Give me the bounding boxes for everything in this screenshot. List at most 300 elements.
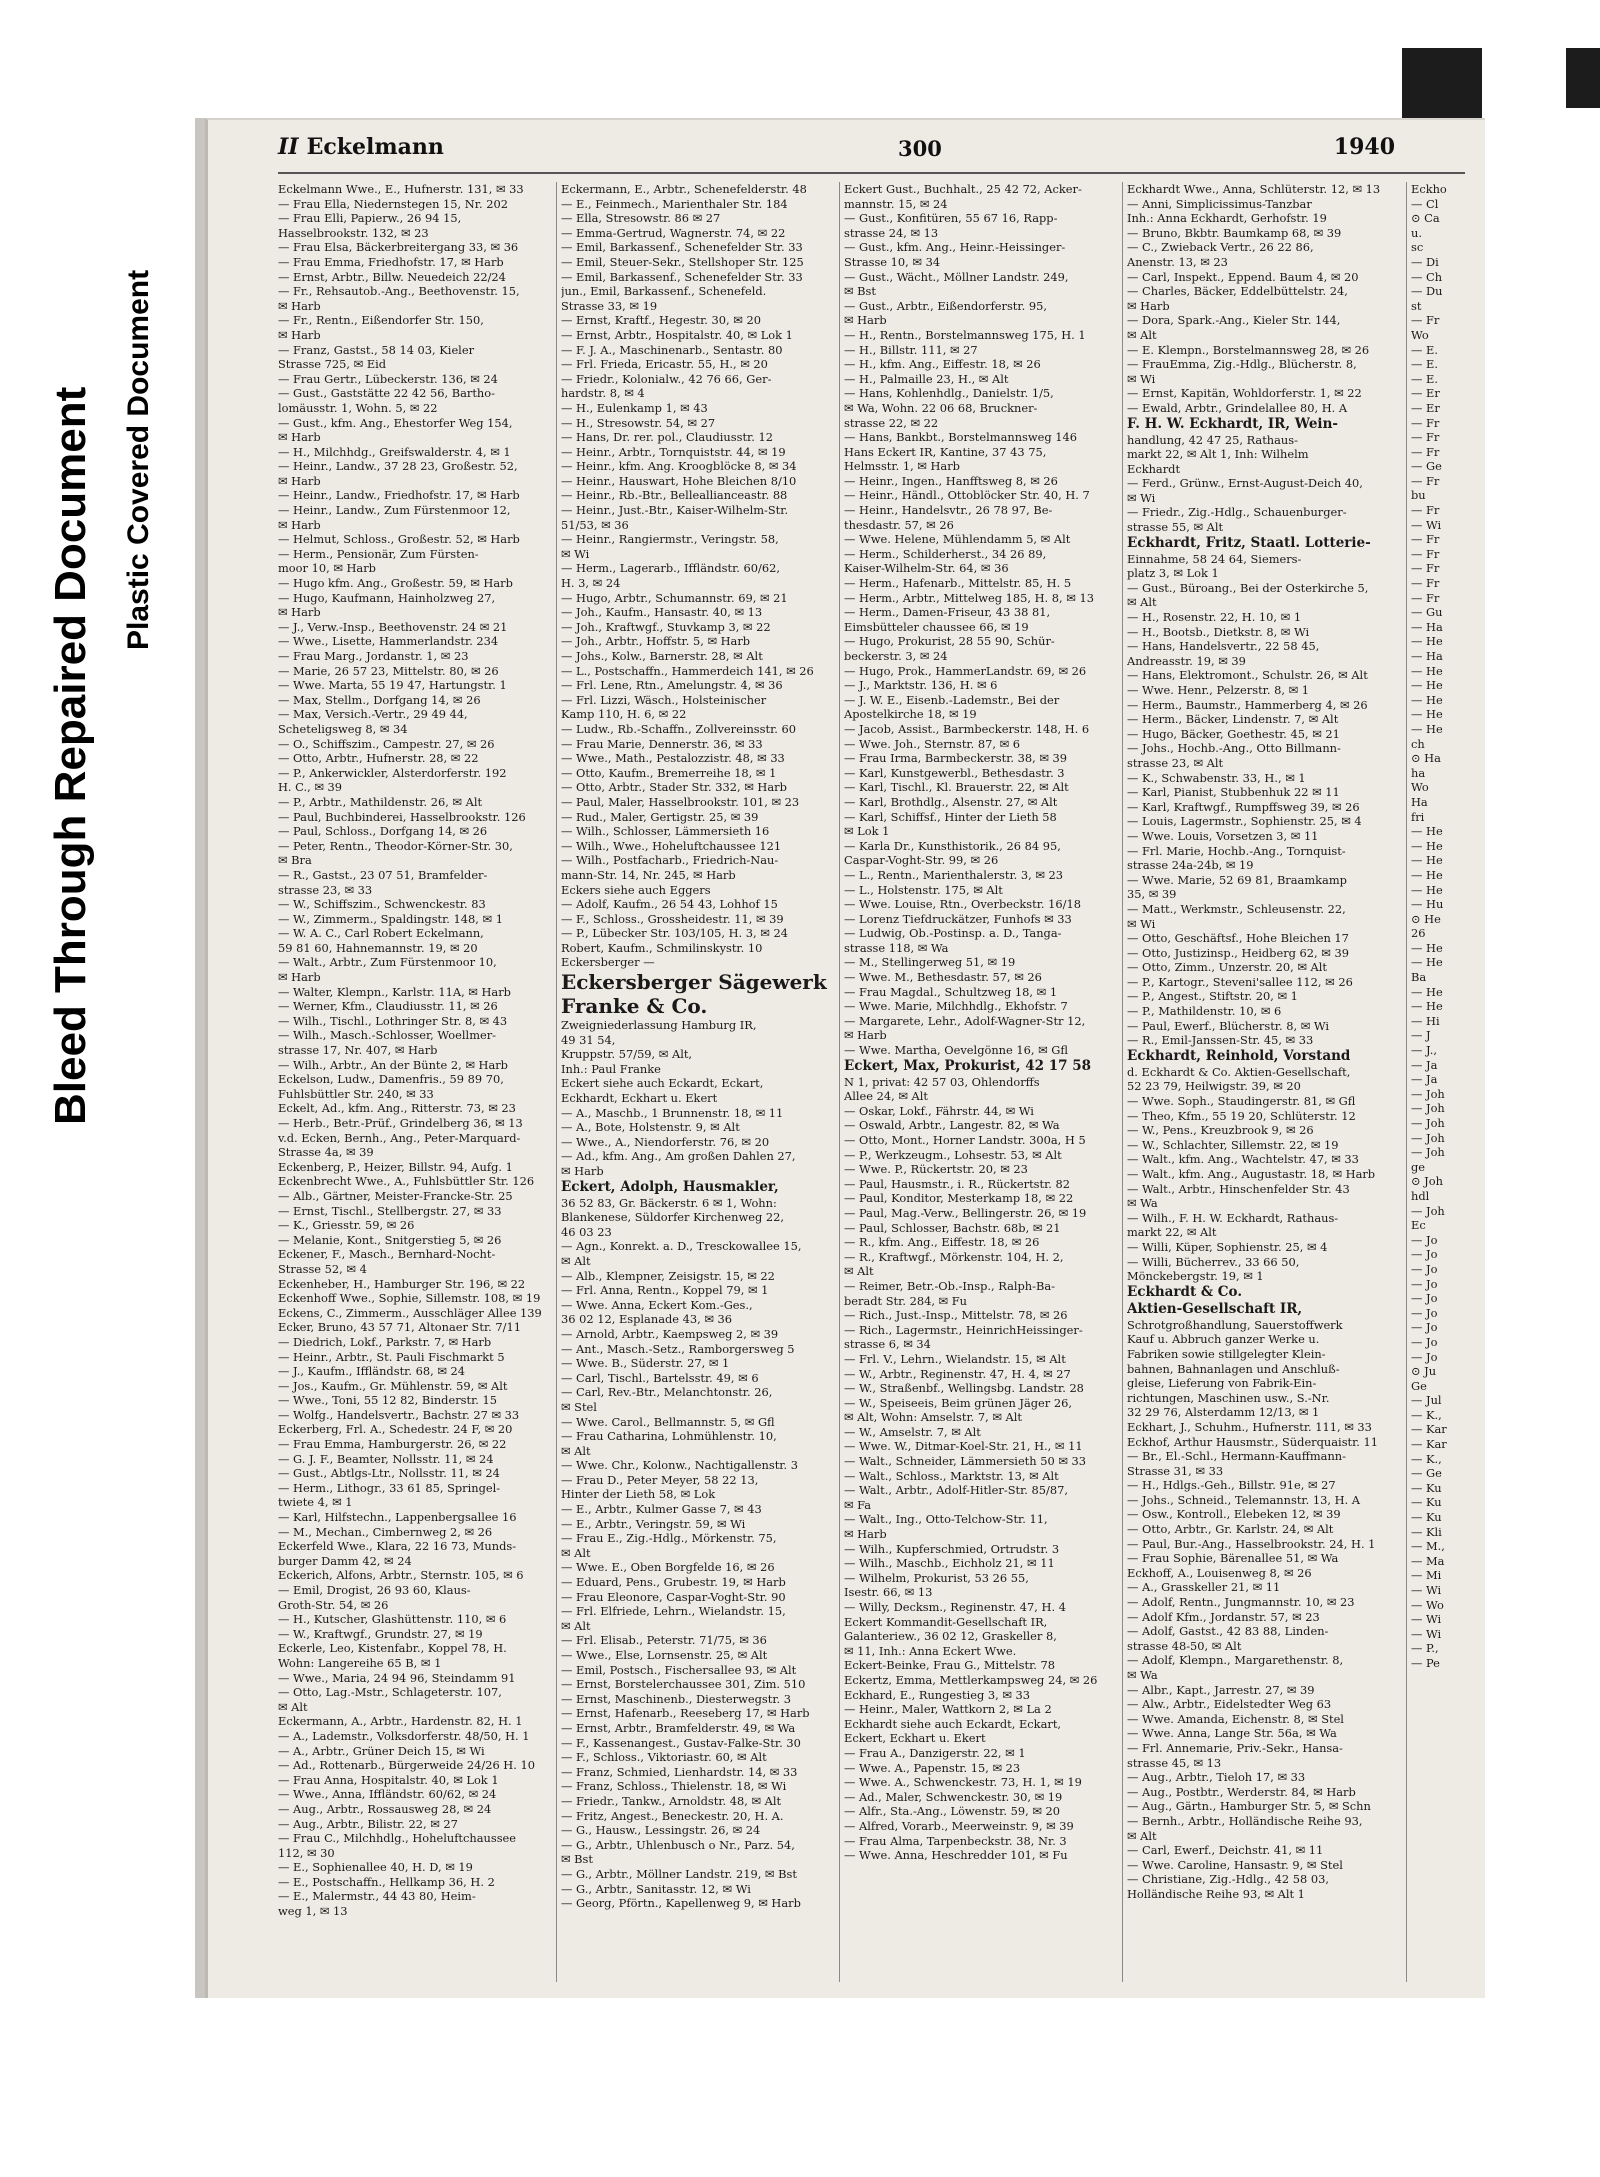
directory-entry-line: — Willy, Decksm., Reginenstr. 47, H. 4	[844, 1600, 1066, 1614]
directory-entry-line: — H., Stresowstr. 54, ✉ 27	[561, 415, 716, 430]
directory-entry-line: — E., Feinmech., Marienthaler Str. 184	[561, 196, 788, 211]
directory-entry-line: moor 10, ✉ Harb	[278, 561, 376, 576]
directory-entry-line: — Joh	[1411, 1101, 1445, 1116]
directory-entry-line: — Hi	[1411, 1013, 1440, 1028]
directory-entry-line: — Adolf, Rentn., Jungmannstr. 10, ✉ 23	[1127, 1595, 1355, 1610]
directory-entry-line: — Ku	[1411, 1480, 1442, 1495]
directory-entry-line: — Friedr., Zig.-Hdlg., Schauenburger-	[1127, 505, 1347, 520]
directory-entry-line: — H., Hdlgs.-Geh., Billstr. 91e, ✉ 27	[1127, 1478, 1336, 1493]
directory-entry-line: — H., Rosenstr. 22, H. 10, ✉ 1	[1127, 610, 1302, 625]
directory-entry-line: jun., Emil, Barkassenf., Schenefeld.	[561, 284, 767, 299]
directory-entry-line: — H., Bootsb., Dietkstr. 8, ✉ Wi	[1127, 624, 1310, 639]
directory-entry-line: — Wwe. P., Rückertstr. 20, ✉ 23	[844, 1162, 1028, 1177]
directory-entry-line: — Carl, Ewerf., Deichstr. 41, ✉ 11	[1127, 1843, 1324, 1858]
directory-entry-line: — A., Grasskeller 21, ✉ 11	[1127, 1580, 1281, 1595]
directory-entry-line: — Theo, Kfm., 55 19 20, Schlüterstr. 12	[1127, 1108, 1356, 1123]
directory-entry-line: fri	[1411, 809, 1425, 824]
directory-entry-line: Inh.: Paul Franke	[561, 1061, 661, 1076]
directory-entry-line: 32 29 76, Alsterdamm 12/13, ✉ 1	[1127, 1405, 1320, 1420]
directory-entry-line: Strasse 31, ✉ 33	[1127, 1463, 1224, 1478]
directory-entry-line: Eimsbütteler chaussee 66, ✉ 19	[844, 619, 1029, 634]
directory-entry-line: — Hans, Elektromont., Schulstr. 26, ✉ Alt	[1127, 668, 1368, 683]
directory-entry-line: — Fr	[1411, 503, 1440, 518]
directory-entry-line: strasse 55, ✉ Alt	[1127, 520, 1224, 535]
directory-entry-line: — Franz, Gastst., 58 14 03, Kieler	[278, 342, 475, 357]
directory-entry-line: — Wwe. Helene, Mühlendamm 5, ✉ Alt	[844, 532, 1071, 547]
directory-entry-line: — He	[1411, 663, 1443, 678]
directory-entry-line: — Wwe. Joh., Sternstr. 87, ✉ 6	[844, 736, 1020, 751]
directory-entry-line: ✉ Wa, Wohn. 22 06 68, Bruckner-	[844, 400, 1038, 415]
directory-entry-line: — Max, Versich.-Vertr., 29 49 44,	[278, 707, 468, 722]
directory-entry-line: Wo	[1411, 327, 1429, 342]
directory-entry-line: — Wwe. Anna, Lange Str. 56a, ✉ Wa	[1127, 1726, 1337, 1741]
directory-entry-line: H. 3, ✉ 24	[561, 576, 621, 591]
directory-entry-line: — Hugo kfm. Ang., Großestr. 59, ✉ Harb	[278, 576, 513, 591]
directory-entry-line: — Ku	[1411, 1510, 1442, 1525]
directory-entry-line: bu	[1411, 488, 1426, 503]
directory-entry-line: Fuhlsbüttler Str. 240, ✉ 33	[278, 1086, 434, 1101]
directory-entry-line: — Hans, Kohlenhdlg., Danielstr. 1/5,	[844, 386, 1054, 401]
directory-entry-line: — Frl. Elfriede, Lehrn., Wielandstr. 15,	[561, 1604, 786, 1619]
directory-entry-line: — F. J. A., Maschinenarb., Sentastr. 80	[561, 342, 783, 357]
directory-entry-line: — Wilh., Tischl., Lothringer Str. 8, ✉ 43	[278, 1013, 508, 1028]
directory-entry-line: Eckermann, A., Arbtr., Hardenstr. 82, H. 1	[278, 1714, 523, 1729]
directory-entry-line: — J	[1411, 1028, 1431, 1043]
directory-entry-line: 59 81 60, Hahnemannstr. 19, ✉ 20	[278, 940, 478, 955]
directory-entry-line: — Ferd., Grünw., Ernst-August-Deich 40,	[1127, 476, 1363, 491]
directory-entry-line: Groth-Str. 54, ✉ 26	[278, 1597, 389, 1612]
directory-entry-line: — Willi, Bücherrev., 33 66 50,	[1127, 1254, 1300, 1269]
directory-entry-line: 35, ✉ 39	[1127, 887, 1177, 902]
directory-entry-line: Eckert Kommandit-Gesellschaft IR,	[844, 1614, 1048, 1629]
directory-entry-line: — O., Schiffszim., Campestr. 27, ✉ 26	[278, 736, 495, 751]
directory-entry-line: — Ad., kfm. Ang., Am großen Dahlen 27,	[561, 1149, 796, 1164]
directory-entry-line: Eckert, Adolph, Hausmakler,	[561, 1178, 779, 1195]
directory-entry-line: — P., Angest., Stiftstr. 20, ✉ 1	[1127, 989, 1298, 1004]
column-4	[1127, 182, 1399, 1982]
side-label-strip	[0, 0, 205, 2177]
directory-entry-line: — Wwe. Carol., Bellmannstr. 5, ✉ Gfl	[561, 1414, 775, 1429]
directory-entry-line: — Fr	[1411, 313, 1440, 328]
directory-page	[205, 118, 1485, 1998]
directory-entry-line: Ecker, Bruno, 43 57 71, Altonaer Str. 7/11	[278, 1320, 521, 1335]
directory-entry-line: Eckener, F., Masch., Bernhard-Nocht-	[278, 1247, 496, 1262]
directory-entry-line: — Ha	[1411, 619, 1443, 634]
directory-entry-line: Eckhof, Arthur Hausmstr., Süderquaistr. 11	[1127, 1434, 1379, 1449]
directory-entry-line: — K.,	[1411, 1451, 1442, 1466]
directory-entry-line: — Emil, Drogist, 26 93 60, Klaus-	[278, 1583, 471, 1597]
directory-entry-line: — He	[1411, 999, 1443, 1014]
directory-entry-line: — Ma	[1411, 1553, 1445, 1568]
directory-entry-line: ✉ Alt	[561, 1253, 591, 1268]
directory-entry-line: — Wilh., Schlosser, Lämmersieth 16	[561, 824, 770, 839]
directory-entry-line: ✉ Wa	[1127, 1196, 1158, 1211]
directory-entry-line: — Frau Marie, Dennerstr. 36, ✉ 33	[561, 736, 763, 751]
directory-entry-line: Eckersberger —	[561, 955, 655, 970]
directory-entry-line: ✉ Harb	[561, 1164, 604, 1178]
directory-entry-line: — Karl, Pianist, Stubbenhuk 22 ✉ 11	[1127, 785, 1340, 800]
directory-entry-line: strasse 23, ✉ Alt	[1127, 755, 1224, 770]
scan-edge-right-2	[1566, 48, 1600, 108]
directory-entry-line: — L., Postschaffn., Hammerdeich 141, ✉ 26	[561, 663, 814, 678]
directory-entry-line: — Wwe. Louis, Vorsetzen 3, ✉ 11	[1127, 828, 1319, 843]
directory-entry-line: Strasse 33, ✉ 19	[561, 298, 658, 313]
directory-entry-line: — Di	[1411, 254, 1439, 269]
directory-entry-line: — Jo	[1411, 1261, 1438, 1276]
directory-entry-line: — Alw., Arbtr., Eidelstedter Weg 63	[1127, 1697, 1332, 1712]
directory-entry-line: — Otto, Mont., Horner Landstr. 300a, H 5	[844, 1133, 1086, 1147]
directory-entry-line: — Paul, Schloss., Dorfgang 14, ✉ 26	[278, 824, 488, 839]
directory-entry-line: — Frau Alma, Tarpenbeckstr. 38, Nr. 3	[844, 1833, 1067, 1848]
directory-entry-line: — Fr., Rentn., Eißendorfer Str. 150,	[278, 313, 484, 328]
directory-entry-line: — Wwe. Amanda, Eichenstr. 8, ✉ Stel	[1127, 1711, 1344, 1726]
page-header	[278, 134, 1465, 172]
directory-entry-line: Eckerle, Leo, Kistenfabr., Koppel 78, H.	[278, 1641, 507, 1656]
directory-entry-line: — FrauEmma, Zig.-Hdlg., Blücherstr. 8,	[1127, 357, 1357, 372]
directory-entry-line: — Wwe. Marie, Milchhdlg., Ekhofstr. 7	[844, 999, 1068, 1014]
directory-entry-line: Eckhardt	[1127, 461, 1181, 476]
directory-entry-line: — Aug., Postbtr., Werderstr. 84, ✉ Harb	[1127, 1784, 1356, 1799]
directory-entry-line: — Jo	[1411, 1349, 1438, 1364]
directory-entry-line: — Ernst, Tischl., Stellbergstr. 27, ✉ 33	[278, 1203, 502, 1218]
directory-entry-line: — Frl. Annemarie, Priv.-Sekr., Hansa-	[1127, 1740, 1343, 1755]
directory-entry-line: — K.,	[1411, 1407, 1442, 1422]
directory-entry-line: Robert, Kaufm., Schmilinskystr. 10	[561, 940, 763, 955]
directory-entry-line: F. H. W. Eckhardt, IR, Wein-	[1127, 415, 1338, 432]
directory-entry-line: ch	[1411, 736, 1425, 751]
directory-entry-line: ✉ Harb	[844, 313, 887, 328]
directory-entry-line: — E. Klempn., Borstelmannsweg 28, ✉ 26	[1127, 342, 1370, 357]
directory-entry-line: — Adolf, Gastst., 42 83 88, Linden-	[1127, 1624, 1329, 1639]
bottom-margin	[0, 2000, 1600, 2177]
directory-entry-line: markt 22, ✉ Alt	[1127, 1225, 1217, 1240]
directory-entry-line: — Walt., Schloss., Marktstr. 13, ✉ Alt	[844, 1468, 1059, 1483]
directory-entry-line: H. C., ✉ 39	[278, 780, 343, 795]
directory-entry-line: — Joh	[1411, 1086, 1445, 1101]
directory-entry-line: Wo	[1411, 780, 1429, 795]
scan-edge-right-1	[1402, 48, 1482, 126]
directory-entry-line: — Mi	[1411, 1568, 1442, 1583]
directory-entry-line: — Frl. Elisab., Peterstr. 71/75, ✉ 36	[561, 1633, 767, 1648]
directory-entry-line: — Agn., Konrekt. a. D., Tresckowallee 15,	[561, 1239, 802, 1254]
directory-entry-line: — Otto, Kaufm., Bremerreihe 18, ✉ 1	[561, 765, 777, 780]
directory-entry-line: — Ch	[1411, 269, 1443, 284]
directory-entry-line: — Walt., Arbtr., Zum Fürstenmoor 10,	[278, 955, 497, 970]
directory-entry-line: — E., Malermstr., 44 43 80, Heim-	[278, 1889, 476, 1904]
directory-entry-line: — Jo	[1411, 1334, 1438, 1349]
directory-entry-line: — Franz, Schmied, Lienhardstr. 14, ✉ 33	[561, 1764, 798, 1779]
directory-entry-line: — G., Arbtr., Möllner Landstr. 219, ✉ Bst	[561, 1866, 797, 1881]
directory-entry-line: — Hugo, Arbtr., Schumannstr. 69, ✉ 21	[561, 590, 788, 605]
directory-entry-line: d. Eckhardt & Co. Aktien-Gesellschaft,	[1127, 1064, 1351, 1079]
directory-entry-line: strasse 45, ✉ 13	[1127, 1755, 1222, 1770]
directory-entry-line: — Adolf, Klempn., Margarethenstr. 8,	[1127, 1653, 1344, 1668]
directory-entry-line: mann-Str. 14, Nr. 245, ✉ Harb	[561, 867, 736, 882]
directory-entry-line: — Hugo, Prokurist, 28 55 90, Schür-	[844, 634, 1055, 649]
directory-entry-line: strasse 17, Nr. 407, ✉ Harb	[278, 1043, 438, 1058]
directory-entry-line: ✉ Wi	[1127, 490, 1156, 505]
directory-entry-line: ⊙ Ca	[1411, 211, 1440, 226]
directory-entry-line: — Wwe. Henr., Pelzerstr. 8, ✉ 1	[1127, 683, 1309, 697]
directory-entry-line: — Otto, Arbtr., Gr. Karlstr. 24, ✉ Alt	[1127, 1522, 1334, 1537]
directory-entry-line: ge	[1411, 1159, 1426, 1174]
directory-entry-line: Strasse 4a, ✉ 39	[278, 1145, 374, 1160]
directory-entry-line: — W., Speiseeis, Beim grünen Jäger 26,	[844, 1395, 1072, 1410]
directory-entry-line: — Friedr., Kolonialw., 42 76 66, Ger-	[561, 371, 772, 386]
column-1	[278, 182, 550, 1982]
directory-entry-line: Eckhart, J., Schuhm., Hufnerstr. 111, ✉ 33	[1127, 1419, 1372, 1434]
top-margin	[0, 0, 1600, 50]
directory-entry-line: Eckelson, Ludw., Damenfris., 59 89 70,	[278, 1072, 504, 1087]
directory-entry-line: — Bruno, Bkbtr. Baumkamp 68, ✉ 39	[1127, 225, 1342, 240]
directory-entry-line: — A., Maschb., 1 Brunnenstr. 18, ✉ 11	[561, 1105, 784, 1120]
directory-entry-line: — Wwe. E., Oben Borgfelde 16, ✉ 26	[561, 1560, 775, 1575]
directory-entry-line: — Hans, Dr. rer. pol., Claudiusstr. 12	[561, 430, 773, 445]
directory-entry-line: ✉ Lok 1	[844, 824, 890, 839]
directory-entry-line: — E., Arbtr., Kulmer Gasse 7, ✉ 43	[561, 1502, 762, 1517]
directory-entry-line: Eckenberg, P., Heizer, Billstr. 94, Aufg. 1	[278, 1159, 513, 1174]
directory-entry-line: — Kli	[1411, 1524, 1442, 1539]
directory-entry-line: — Matt., Werkmstr., Schleusenstr. 22,	[1127, 901, 1346, 916]
directory-entry-line: — W. A. C., Carl Robert Eckelmann,	[278, 926, 484, 941]
directory-entry-line: — Ku	[1411, 1495, 1442, 1510]
directory-entry-line: ⊙ He	[1411, 911, 1441, 926]
directory-entry-line: — P., Kartogr., Steveni'sallee 112, ✉ 26	[1127, 974, 1353, 989]
directory-entry-line: — He	[1411, 853, 1443, 868]
directory-entry-line: — Wwe. Louise, Rtn., Overbeckstr. 16/18	[844, 897, 1081, 912]
directory-entry-line: — Paul, Hausmstr., i. R., Rückertstr. 82	[844, 1176, 1070, 1191]
directory-entry-line: Eckelmann Wwe., E., Hufnerstr. 131, ✉ 33	[278, 182, 524, 196]
directory-entry-line: — Walter, Klempn., Karlstr. 11A, ✉ Harb	[278, 984, 511, 999]
directory-entry-line: — Kar	[1411, 1437, 1447, 1452]
directory-entry-line: Eckermann, E., Arbtr., Schenefelderstr. 48	[561, 182, 807, 196]
directory-entry-line: Eckhoff, A., Louisenweg 8, ✉ 26	[1127, 1565, 1312, 1580]
directory-entry-line: ✉ Alt	[844, 1264, 874, 1279]
directory-entry-line: — He	[1411, 692, 1443, 707]
directory-entry-line: strasse 24, ✉ 13	[844, 225, 939, 240]
column-3	[844, 182, 1116, 1982]
directory-entry-line: — Wo	[1411, 1597, 1444, 1612]
directory-entry-line: — Wi	[1411, 1626, 1442, 1641]
directory-entry-line: — P., Mathildenstr. 10, ✉ 6	[1127, 1004, 1282, 1019]
directory-entry-line: ✉ Bra	[278, 853, 312, 868]
directory-entry-line: — Adolf Kfm., Jordanstr. 57, ✉ 23	[1127, 1609, 1320, 1624]
directory-entry-line: — W., Straßenbf., Wellingsbg. Landstr. 28	[844, 1381, 1084, 1396]
directory-entry-line: — Hans, Handelsvertr., 22 58 45,	[1127, 639, 1320, 654]
directory-entry-line: — Alb., Klempner, Zeisigstr. 15, ✉ 22	[561, 1268, 775, 1283]
directory-entry-line: — Diedrich, Lokf., Parkstr. 7, ✉ Harb	[278, 1334, 492, 1349]
directory-entry-line: — Heinr., Ingen., Hanfftsweg 8, ✉ 26	[844, 473, 1058, 488]
directory-entry-line: — Jul	[1411, 1393, 1442, 1408]
directory-entry-line: — He	[1411, 634, 1443, 649]
directory-entry-line: Eckens, C., Zimmerm., Ausschläger Allee 139	[278, 1305, 542, 1320]
directory-entry-line: — Hugo, Prok., HammerLandstr. 69, ✉ 26	[844, 663, 1087, 678]
directory-entry-line: — H., Kutscher, Glashüttenstr. 110, ✉ 6	[278, 1612, 507, 1627]
directory-entry-line: Kaiser-Wilhelm-Str. 64, ✉ 36	[844, 561, 1009, 576]
directory-entry-line: — Du	[1411, 284, 1443, 299]
directory-entry-line: N 1, privat: 42 57 03, Ohlendorffs	[844, 1074, 1040, 1089]
directory-entry-line: — Paul, Bur.-Ang., Hasselbrookstr. 24, H. 1	[1127, 1536, 1376, 1551]
directory-entry-line: ✉ Fa	[844, 1497, 872, 1512]
directory-entry-line: ✉ Stel	[561, 1399, 597, 1414]
directory-entry-line: — Frau Magdal., Schultzweg 18, ✉ 1	[844, 984, 1058, 999]
directory-entry-line: — Gust., Abtlgs-Ltr., Nollsstr. 11, ✉ 24	[278, 1466, 500, 1481]
directory-entry-line: — Joh	[1411, 1203, 1445, 1218]
directory-entry-line: Eckert siehe auch Eckardt, Eckart,	[561, 1076, 764, 1091]
directory-entry-line: strasse 22, ✉ 22	[844, 415, 939, 430]
directory-entry-line: — Emma-Gertrud, Wagnerstr. 74, ✉ 22	[561, 225, 786, 240]
directory-entry-line: — Wwe. Martha, Oevelgönne 16, ✉ Gfl	[844, 1043, 1068, 1058]
directory-entry-line: — Pe	[1411, 1655, 1440, 1670]
directory-entry-line: — Joh., Arbtr., Hoffstr. 5, ✉ Harb	[561, 634, 751, 649]
directory-entry-line: — Joh	[1411, 1130, 1445, 1145]
directory-entry-line: — Emil, Barkassenf., Schenefelder Str. 33	[561, 269, 803, 284]
directory-entry-line: — Walt., Schneider, Lämmersieth 50 ✉ 33	[844, 1454, 1086, 1469]
directory-entry-line: — Paul, Schlosser, Bachstr. 68b, ✉ 21	[844, 1220, 1061, 1235]
directory-entry-line: — Wwe., Anna, Iffländstr. 60/62, ✉ 24	[278, 1787, 497, 1802]
directory-entry-line: — Fr	[1411, 430, 1440, 445]
directory-entry-line: — Wilh., Arbtr., An der Bünte 2, ✉ Harb	[278, 1057, 508, 1072]
directory-entry-line: — Ernst, Hafenarb., Reeseberg 17, ✉ Harb	[561, 1706, 810, 1721]
directory-entry-line: Ge	[1411, 1378, 1427, 1393]
directory-entry-line: Eckhard, E., Rungestieg 3, ✉ 33	[844, 1687, 1031, 1702]
directory-entry-line: — Otto, Arbtr., Stader Str. 332, ✉ Harb	[561, 780, 787, 795]
directory-entry-line: — Ludwig, Ob.-Postinsp. a. D., Tanga-	[844, 926, 1062, 941]
directory-entry-line: — Frau E., Zig.-Hdlg., Mörkenstr. 75,	[561, 1531, 777, 1546]
directory-entry-line: mannstr. 15, ✉ 24	[844, 196, 948, 211]
directory-entry-line: — Anni, Simplicissimus-Tanzbar	[1127, 196, 1312, 211]
directory-entry-line: Eckers siehe auch Eggers	[561, 882, 711, 897]
directory-entry-line: — Gust., Büroang., Bei der Osterkirche 5,	[1127, 580, 1369, 595]
directory-entry-line: — Herm., Pensionär, Zum Fürsten-	[278, 546, 479, 561]
directory-entry-line: Eckhardt, Fritz, Staatl. Lotterie-	[1127, 534, 1371, 551]
directory-entry-line: 26	[1411, 926, 1426, 941]
directory-entry-line: — E., Sophienallee 40, H. D, ✉ 19	[278, 1860, 473, 1875]
directory-entry-line: — Jo	[1411, 1320, 1438, 1335]
directory-entry-line: — A., Lademstr., Volksdorferstr. 48/50, H. 1	[278, 1728, 530, 1743]
directory-entry-line: — Jos., Kaufm., Gr. Mühlenstr. 59, ✉ Alt	[278, 1378, 508, 1393]
directory-entry-line: markt 22, ✉ Alt 1, Inh: Wilhelm	[1127, 447, 1309, 462]
directory-entry-line: Eckert, Max, Prokurist, 42 17 58	[844, 1057, 1092, 1074]
directory-entry-line: — G. J. F., Beamter, Nollsstr. 11, ✉ 24	[278, 1451, 494, 1466]
directory-entry-line: — Paul, Buchbinderei, Hasselbrookstr. 126	[278, 809, 526, 824]
directory-entry-line: — Wwe., Maria, 24 94 96, Steindamm 91	[278, 1670, 516, 1685]
directory-entry-line: — Walt., kfm. Ang., Wachtelstr. 47, ✉ 33	[1127, 1152, 1359, 1167]
directory-entry-line: — Frau C., Milchhdlg., Hoheluftchaussee	[278, 1831, 517, 1846]
directory-entry-line: — Otto, Justizinsp., Heidberg 62, ✉ 39	[1127, 945, 1349, 960]
directory-entry-line: — Cl	[1411, 196, 1439, 211]
directory-entry-line: ⊙ Ju	[1411, 1364, 1437, 1379]
directory-entry-line: — Walt., kfm. Ang., Augustastr. 18, ✉ Harb	[1127, 1167, 1376, 1181]
directory-entry-line: — Georg, Pförtn., Kapellenweg 9, ✉ Harb	[561, 1896, 801, 1911]
directory-entry-line: — Rud., Maler, Gertigstr. 25, ✉ 39	[561, 809, 759, 824]
directory-entry-line: beckerstr. 3, ✉ 24	[844, 649, 948, 663]
directory-entry-line: — Jo	[1411, 1305, 1438, 1320]
directory-entry-line: — Ernst, Arbtr., Bramfelderstr. 49, ✉ Wa	[561, 1720, 796, 1735]
directory-entry-line: strasse 24a-24b, ✉ 19	[1127, 858, 1254, 873]
directory-entry-line: ✉ Harb	[278, 430, 321, 445]
directory-entry-line: — Herm., Bäcker, Lindenstr. 7, ✉ Alt	[1127, 712, 1339, 727]
directory-entry-line: — Wwe. Caroline, Hansastr. 9, ✉ Stel	[1127, 1857, 1343, 1872]
directory-entry-line: Caspar-Voght-Str. 99, ✉ 26	[844, 853, 999, 868]
directory-entry-line: — Eduard, Pens., Grubestr. 19, ✉ Harb	[561, 1575, 786, 1590]
directory-entry-line: — J. W. E., Eisenb.-Lademstr., Bei der	[844, 692, 1060, 707]
directory-entry-line: — Wilh., F. H. W. Eckhardt, Rathaus-	[1127, 1210, 1339, 1225]
directory-entry-line: Franke & Co.	[561, 994, 708, 1019]
directory-entry-line: — Emil, Barkassenf., Schenefelder Str. 33	[561, 240, 803, 255]
directory-entry-line: — P.,	[1411, 1641, 1439, 1656]
directory-entry-line: — Peter, Rentn., Theodor-Körner-Str. 30,	[278, 838, 513, 853]
directory-entry-line: Eckelt, Ad., kfm. Ang., Ritterstr. 73, ✉ 23	[278, 1101, 516, 1116]
directory-entry-line: — J., Verw.-Insp., Beethovenstr. 24 ✉ 21	[278, 619, 508, 634]
directory-entry-line: — Alfred, Vorarb., Meerweinstr. 9, ✉ 39	[844, 1818, 1074, 1833]
directory-entry-line: — Frl. Frieda, Ericastr. 55, H., ✉ 20	[561, 357, 768, 372]
directory-entry-line: — J.,	[1411, 1043, 1437, 1058]
directory-entry-line: — K., Schwabenstr. 33, H., ✉ 1	[1127, 770, 1306, 785]
directory-entry-line: — Karl, Schiffsf., Hinter der Lieth 58	[844, 809, 1057, 824]
directory-entry-line: Inh.: Anna Eckhardt, Gerhofstr. 19	[1127, 211, 1327, 226]
directory-entry-line: — Jo	[1411, 1247, 1438, 1262]
directory-entry-line: — J., Kaufm., Iffländstr. 68, ✉ 24	[278, 1364, 465, 1379]
directory-entry-line: — Heinr., Arbtr., St. Pauli Fischmarkt 5	[278, 1349, 505, 1364]
directory-entry-line: Wohn: Langereihe 65 B, ✉ 1	[278, 1655, 442, 1670]
directory-entry-line: strasse 48-50, ✉ Alt	[1127, 1638, 1242, 1653]
directory-entry-line: — E., Arbtr., Veringstr. 59, ✉ Wi	[561, 1516, 746, 1531]
directory-entry-line: Mönckebergstr. 19, ✉ 1	[1127, 1269, 1264, 1284]
directory-entry-line: Ec	[1411, 1218, 1426, 1233]
directory-entry-line: v.d. Ecken, Bernh., Ang., Peter-Marquard-	[278, 1130, 521, 1145]
directory-entry-line: — Walt., Arbtr., Hinschenfelder Str. 43	[1127, 1181, 1350, 1196]
directory-entry-line: — Frau Ella, Niedernstegen 15, Nr. 202	[278, 196, 508, 211]
directory-entry-line: — Emil, Postsch., Fischersallee 93, ✉ Alt	[561, 1662, 797, 1677]
header-name: Eckelmann	[306, 134, 444, 160]
directory-entry-line: — Alfr., Sta.-Ang., Löwenstr. 59, ✉ 20	[844, 1804, 1061, 1819]
directory-entry-line: — Frau Emma, Friedhofstr. 17, ✉ Harb	[278, 254, 504, 269]
directory-entry-line: 46 03 23	[561, 1224, 612, 1239]
directory-entry-line: ✉ Alt	[561, 1618, 591, 1633]
directory-entry-line: — Alb., Gärtner, Meister-Francke-Str. 25	[278, 1188, 513, 1203]
directory-entry-line: — R., Emil-Janssen-Str. 45, ✉ 33	[1127, 1033, 1314, 1048]
directory-entry-line: — He	[1411, 940, 1443, 955]
directory-entry-line: — E., Postschaffn., Hellkamp 36, H. 2	[278, 1874, 495, 1889]
directory-entry-line: — Walt., Arbtr., Adolf-Hitler-Str. 85/87,	[844, 1483, 1068, 1498]
directory-entry-line: thesdastr. 57, ✉ 26	[844, 517, 954, 532]
directory-entry-line: Andreasstr. 19, ✉ 39	[1127, 653, 1246, 668]
directory-entry-line: — Heinr., kfm. Ang. Kroogblöcke 8, ✉ 34	[561, 459, 797, 474]
directory-entry-line: — Ge	[1411, 1466, 1442, 1481]
directory-entry-line: — A., Arbtr., Grüner Deich 15, ✉ Wi	[278, 1743, 485, 1758]
directory-entry-line: Hasselbrookstr. 132, ✉ 23	[278, 225, 429, 240]
directory-entry-line: Eckersberger Sägewerk	[561, 970, 827, 995]
directory-entry-line: Hinter der Lieth 58, ✉ Lok	[561, 1487, 716, 1502]
directory-entry-line: — Hans, Bankbt., Borstelmannsweg 146	[844, 430, 1078, 445]
directory-entry-line: ✉ Harb	[278, 517, 321, 532]
directory-entry-line: — Oskar, Lokf., Fährstr. 44, ✉ Wi	[844, 1103, 1034, 1118]
directory-entry-line: — Kar	[1411, 1422, 1447, 1437]
directory-entry-line: — Frl. Lizzi, Wäsch., Holsteinischer	[561, 692, 767, 707]
directory-entry-line: — Heinr., Rangiermstr., Veringstr. 58,	[561, 532, 779, 547]
directory-entry-line: Eckenheber, H., Hamburger Str. 196, ✉ 22	[278, 1276, 526, 1291]
directory-entry-line: Hans Eckert IR, Kantine, 37 43 75,	[844, 444, 1047, 459]
directory-entry-line: — He	[1411, 707, 1443, 722]
directory-entry-line: 112, ✉ 30	[278, 1845, 335, 1860]
directory-entry-line: — M.,	[1411, 1539, 1445, 1554]
directory-entry-line: — Wwe. M., Bethesdastr. 57, ✉ 26	[844, 970, 1042, 985]
directory-entry-line: — Frau Emma, Hamburgerstr. 26, ✉ 22	[278, 1437, 507, 1452]
directory-entry-line: — Frau A., Danzigerstr. 22, ✉ 1	[844, 1745, 1026, 1760]
directory-entry-line: — Jo	[1411, 1291, 1438, 1306]
directory-entry-line: lomäusstr. 1, Wohn. 5, ✉ 22	[278, 400, 438, 415]
